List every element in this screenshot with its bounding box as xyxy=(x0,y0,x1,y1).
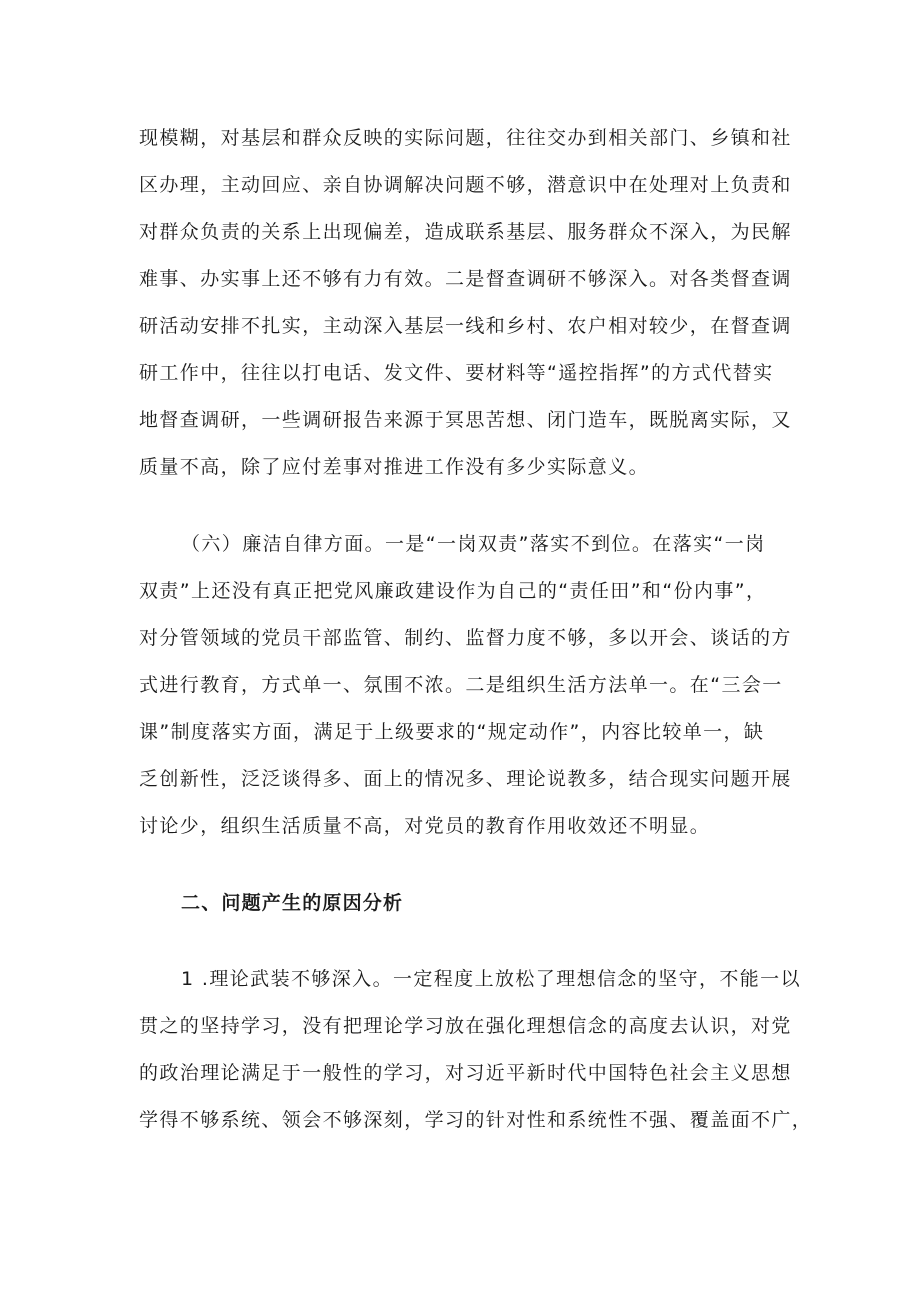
numbered-item-line: 学得不够系统、领会不够深刻，学习的针对性和系统性不强、覆盖面不广， xyxy=(139,1109,813,1131)
paragraph-line: 讨论少，组织生活质量不高，对党员的教育作用收效还不明显。 xyxy=(139,815,711,837)
paragraph-line: 难事、办实事上还不够有力有效。二是督查调研不够深入。对各类督查调 xyxy=(139,268,792,290)
numbered-item-line: 1 .理论武装不够深入。一定程度上放松了理想信念的坚守，不能一以 xyxy=(181,968,801,990)
numbered-item-line: 的政治理论满足于一般性的学习，对习近平新时代中国特色社会主义思想 xyxy=(139,1062,792,1084)
paragraph-line: 质量不高，除了应付差事对推进工作没有多少实际意义。 xyxy=(139,456,650,478)
paragraph-line: 对群众负责的关系上出现偏差，造成联系基层、服务群众不深入，为民解 xyxy=(139,221,792,243)
paragraph-line: 双责”上还没有真正把党风廉政建设作为自己的“责任田”和“份内事”， xyxy=(139,580,767,602)
paragraph-line: 现模糊，对基层和群众反映的实际问题，往往交办到相关部门、乡镇和社 xyxy=(139,127,792,149)
paragraph-line: 研活动安排不扎实，主动深入基层一线和乡村、农户相对较少，在督查调 xyxy=(139,315,792,337)
numbered-item-line: 贯之的坚持学习，没有把理论学习放在强化理想信念的高度去认识，对党 xyxy=(139,1015,792,1037)
paragraph-line: （六）廉洁自律方面。一是“一岗双责”落实不到位。在落实“一岗 xyxy=(181,533,766,555)
paragraph-line: 乏创新性，泛泛谈得多、面上的情况多、理论说教多，结合现实问题开展 xyxy=(139,768,792,790)
paragraph-line: 课”制度落实方面，满足于上级要求的“规定动作”，内容比较单一，缺 xyxy=(139,721,765,743)
paragraph-line: 对分管领域的党员干部监管、制约、监督力度不够，多以开会、谈话的方 xyxy=(139,627,792,649)
section-heading: 二、问题产生的原因分析 xyxy=(181,892,404,914)
paragraph-line: 研工作中，往往以打电话、发文件、要材料等“遥控指挥”的方式代替实 xyxy=(139,362,774,384)
paragraph-line: 区办理，主动回应、亲自协调解决问题不够，潜意识中在处理对上负责和 xyxy=(139,174,792,196)
paragraph-line: 地督查调研，一些调研报告来源于冥思苦想、闭门造车，既脱离实际，又 xyxy=(139,409,792,431)
paragraph-line: 式进行教育，方式单一、氛围不浓。二是组织生活方法单一。在“三会一 xyxy=(139,674,783,696)
